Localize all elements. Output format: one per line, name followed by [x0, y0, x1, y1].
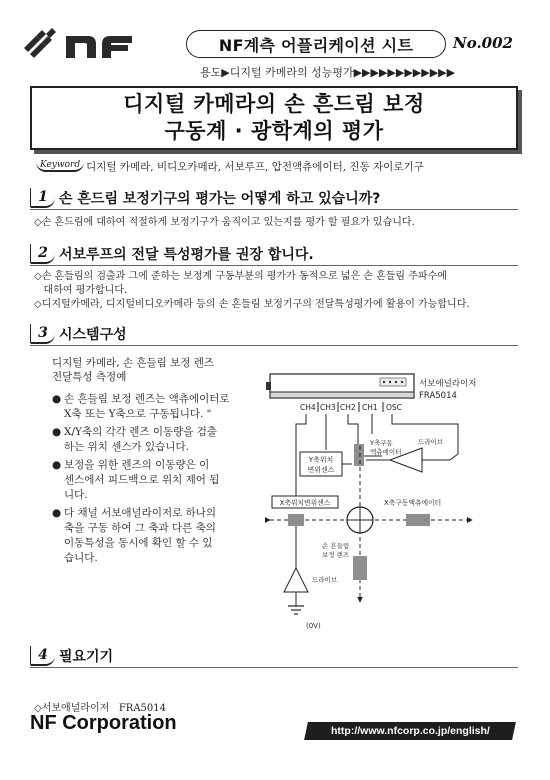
section-divider — [30, 209, 518, 210]
bullet-line: 다 채널 서보애널라이저로 하나의 — [64, 507, 217, 519]
keyword-badge: Keyword — [36, 160, 84, 172]
bullet-item — [52, 392, 262, 422]
ground-icon — [288, 592, 304, 614]
bullet-icon: ● — [52, 507, 62, 519]
y-lower-block — [353, 556, 367, 580]
bullet-line: 니다. — [64, 489, 88, 501]
system-intro — [52, 356, 262, 384]
body-line: ◇손 흔들림의 검출과 그에 준하는 보정계 구동부분의 평가가 동적으로 넓은 손 흔들림 주파수에 — [34, 271, 447, 282]
lens-label: 보정 렌즈 — [322, 551, 350, 559]
section-body — [30, 270, 518, 312]
ch2-label: CH2 — [340, 403, 356, 412]
system-diagram — [262, 370, 522, 638]
intro-line: 디지털 카메라, 손 흔들림 보정 렌즈 — [52, 357, 215, 369]
nf-logo — [22, 28, 150, 62]
body-line: ◇손 흔드림에 대하여 적절하게 보정기구가 움직이고 있는지를 평가 할 필요가 있습니다. — [34, 217, 415, 228]
ch4-label: CH4 — [300, 403, 316, 412]
usage-line: 용도▶디지털 카메라의 성능평가▶▶▶▶▶▶▶▶▶▶▶▶ — [200, 66, 456, 79]
company-name: NF Corporation — [30, 712, 177, 734]
y-sensor-label: Y축위치 — [308, 456, 334, 464]
driver-top-label: 드라이브 — [418, 438, 444, 446]
application-sheet-label: NF계측 어플리케이션 시트 — [186, 30, 446, 58]
y-actuator-block — [354, 444, 364, 466]
servo-analyzer — [266, 374, 414, 398]
section-2 — [30, 244, 518, 312]
y-actuator-label: Y축구동 — [370, 439, 393, 447]
section-number: 3 — [30, 324, 55, 344]
section-divider — [30, 667, 518, 668]
x-sensor-label: X축위치변위센스 — [279, 499, 331, 507]
keyword-text: 디지털 카메라, 비디오카메라, 서보루프, 압전액츄에이터, 진동 자이로기구 — [86, 160, 424, 173]
section-number: 2 — [30, 244, 55, 264]
website-url[interactable]: http://www.nfcorp.co.jp/english/ — [330, 725, 490, 737]
section-divider — [30, 345, 518, 346]
section-title: 손 흔드림 보정기구의 평가는 어떻게 하고 있습니까? — [59, 191, 381, 207]
y-sensor-label: 변위센스 — [307, 466, 335, 474]
section-divider — [30, 265, 518, 266]
bullet-icon: ● — [52, 393, 62, 405]
intro-line: 전달특성 측정예 — [52, 371, 127, 383]
bullet-line: 이동특성을 동시에 확인 할 수 있 — [64, 537, 213, 549]
lens-label: 손 흔들림 — [322, 542, 350, 550]
ch1-label: CH1 — [362, 403, 378, 412]
section-number: 4 — [30, 646, 55, 666]
bullet-item — [52, 425, 262, 455]
section-title: 필요기기 — [59, 649, 114, 665]
bullet-line: X/Y축의 각각 렌즈 이동량을 검출 — [64, 426, 218, 438]
bullet-line: 습니다. — [64, 552, 98, 564]
driver-bottom-icon — [284, 568, 308, 592]
system-description — [52, 356, 262, 569]
title-line-2: 구동계 · 광학계의 평가 — [164, 119, 384, 143]
bullet-line: 하는 위치 센스가 있습니다. — [64, 441, 189, 453]
x-actuator-label: X축구동액츄에이터 — [384, 499, 442, 507]
x-actuator-block — [406, 514, 430, 526]
ground-label: (0V) — [306, 622, 321, 630]
website-link[interactable] — [304, 722, 516, 740]
section-title: 시스템구성 — [59, 327, 127, 343]
bullet-line: X축 또는 Y축으로 구동됩니다. " — [64, 408, 212, 420]
section-number: 1 — [30, 188, 55, 208]
section-body — [30, 216, 518, 230]
title-line-1: 디지털 카메라의 손 흔드림 보정 — [123, 92, 425, 116]
section-3 — [30, 324, 518, 346]
bullet-icon: ● — [52, 459, 62, 471]
bullet-item — [52, 506, 262, 566]
sheet-number: No.002 — [453, 34, 513, 52]
analyzer-model: FRA5014 — [419, 391, 457, 401]
bullet-line: 센스에서 피드백으로 위치 제어 됩 — [64, 474, 220, 486]
bullet-line: 손 흔들림 보정 렌즈는 액츄에이터로 — [64, 393, 230, 405]
bullet-item — [52, 458, 262, 503]
analyzer-label: 서보애널라이저 — [419, 379, 477, 389]
ch3-label: CH3 — [320, 403, 336, 412]
body-line: 대하여 평가합니다. — [34, 285, 128, 296]
y-actuator-label: 액츄에이터 — [370, 448, 402, 456]
body-line: ◇디지털카메라, 디지털비디오카메라 등의 손 흔들림 보정기구의 전달특성평가에 활용이 가능합니다. — [34, 299, 470, 310]
document-title — [30, 86, 518, 150]
bullet-icon: ● — [52, 426, 62, 438]
section-title: 서보루프의 전달 특성평가를 권장 합니다. — [59, 247, 314, 263]
section-1 — [30, 188, 518, 230]
bullet-line: 보정을 위한 렌즈의 이동량은 이 — [64, 459, 210, 471]
osc-label: OSC — [386, 403, 402, 412]
body-line: ◇서보애널라이저 FRA5014 — [34, 703, 166, 714]
x-sensor-block — [288, 514, 304, 526]
keyword-row — [36, 156, 424, 176]
driver-bottom-label: 드라이브 — [312, 576, 338, 584]
bullet-line: 축을 구동 하여 그 축과 다른 축의 — [64, 522, 216, 534]
